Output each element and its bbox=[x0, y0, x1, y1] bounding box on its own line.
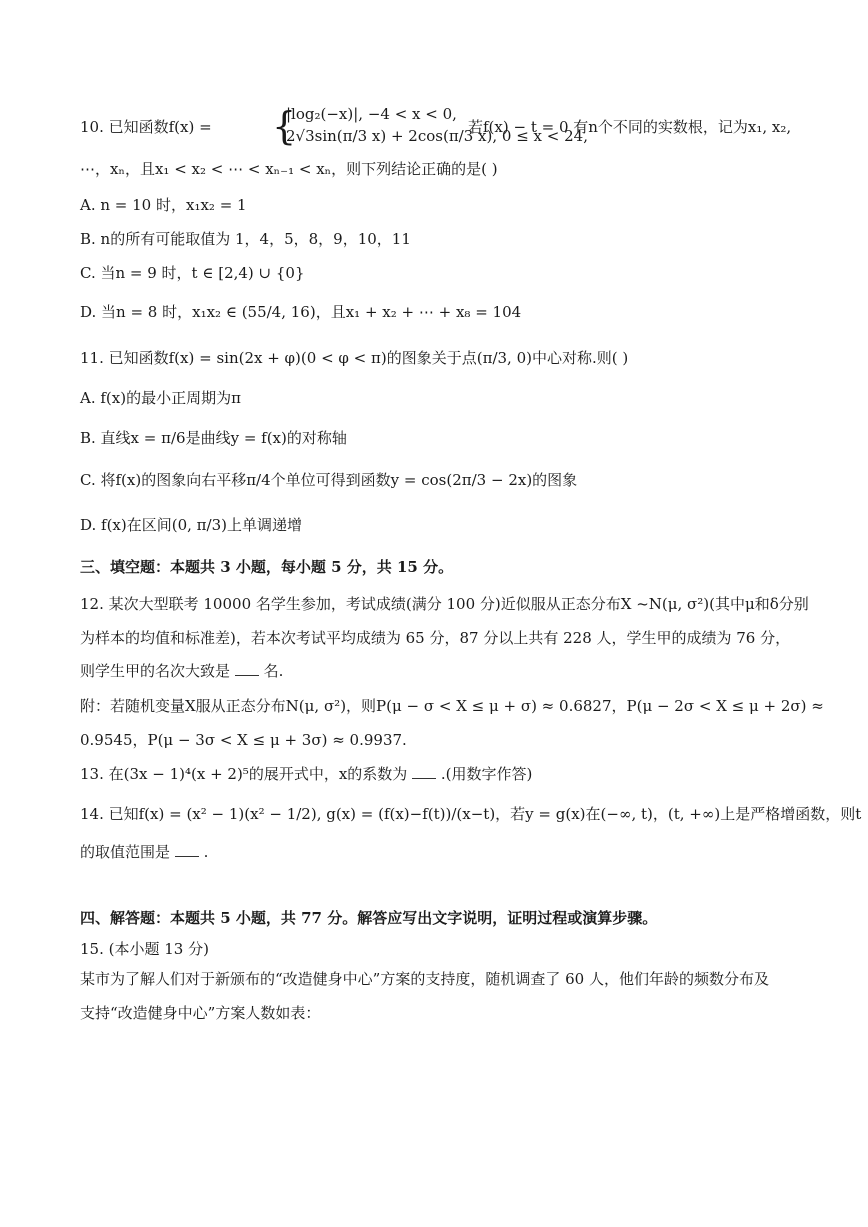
question-12-line-3 bbox=[80, 659, 828, 683]
question-10-option-a: A. n = 10 时，x₁x₂ = 1 bbox=[80, 196, 247, 214]
question-12-appendix-line-1: 附：若随机变量X服从正态分布N(μ, σ²)，则P(μ − σ < X ≤ μ + σ) ≈ 0.6827，P(μ − 2σ < X ≤ μ + 2σ) ≈ bbox=[80, 697, 824, 715]
question-13-end: .(用数字作答) bbox=[440, 765, 533, 783]
question-12-line-2: 为样本的均值和标准差)，若本次考试平均成绩为 65 分，87 分以上共有 228 人，学生甲的成绩为 76 分， bbox=[80, 629, 791, 647]
question-14-line-2-text: 的取值范围是 bbox=[80, 843, 171, 861]
question-15-header: 15. (本小题 13 分) bbox=[80, 940, 209, 958]
question-10-stem bbox=[80, 104, 840, 148]
question-11-option-d: D. f(x)在区间(0, π/3)上单调递增 bbox=[80, 516, 302, 534]
question-12-line-1: 12. 某次大型联考 10000 名学生参加，考试成绩(满分 100 分)近似服从正态分布X ~N(μ, σ²)(其中μ和δ分别 bbox=[80, 595, 809, 613]
question-12-appendix-line-2: 0.9545，P(μ − 3σ < X ≤ μ + 3σ) ≈ 0.9937. bbox=[80, 731, 407, 749]
section-3-heading: 三、填空题：本题共 3 小题，每小题 5 分，共 15 分。 bbox=[80, 558, 454, 576]
question-14-answer-blank[interactable] bbox=[175, 840, 199, 857]
question-12-line-3-text: 则学生甲的名次大致是 bbox=[80, 662, 231, 680]
question-10-stem-line-2: ⋯，xₙ，且x₁ < x₂ < ⋯ < xₙ₋₁ < xₙ，则下列结论正确的是( ) bbox=[80, 160, 498, 178]
question-10-number: 10. 已知函数f(x) = bbox=[80, 118, 212, 136]
question-12-line-3-end: 名. bbox=[263, 662, 284, 680]
question-15-line-2: 支持“改造健身中心”方案人数如表： bbox=[80, 1004, 321, 1022]
question-11-option-c: C. 将f(x)的图象向右平移π/4个单位可得到函数y = cos(2π/3 − 2x)的图象 bbox=[80, 471, 578, 489]
question-13-text: 13. 在(3x − 1)⁴(x + 2)⁵的展开式中，x的系数为 bbox=[80, 765, 408, 783]
question-14-line-2-end: . bbox=[203, 843, 209, 861]
question-11-stem: 11. 已知函数f(x) = sin(2x + φ)(0 < φ < π)的图象关于点(π/3, 0)中心对称.则( ) bbox=[80, 349, 629, 367]
question-10-tail: 若f(x) − t = 0 有n个不同的实数根，记为x₁, x₂, bbox=[468, 118, 792, 136]
question-10-option-b: B. n的所有可能取值为 1，4，5，8，9，10，11 bbox=[80, 230, 411, 248]
piecewise-brace-icon: { bbox=[272, 104, 297, 148]
question-15-line-1: 某市为了解人们对于新颁布的“改造健身中心”方案的支持度，随机调查了 60 人，他们年龄的频数分布及 bbox=[80, 970, 769, 988]
question-11-option-b: B. 直线x = π/6是曲线y = f(x)的对称轴 bbox=[80, 429, 347, 447]
piecewise-case-1: |log₂(−x)|, −4 < x < 0, bbox=[286, 105, 457, 123]
question-10-option-c: C. 当n = 9 时，t ∈ [2,4) ∪ {0} bbox=[80, 264, 305, 282]
question-14-line-2 bbox=[80, 840, 828, 864]
question-12-answer-blank[interactable] bbox=[235, 659, 259, 676]
question-13-answer-blank[interactable] bbox=[412, 762, 436, 779]
question-13 bbox=[80, 762, 828, 786]
question-10-option-d: D. 当n = 8 时，x₁x₂ ∈ (55/4, 16)，且x₁ + x₂ + ⋯ + x₈ = 104 bbox=[80, 303, 522, 321]
question-11-option-a: A. f(x)的最小正周期为π bbox=[80, 389, 241, 407]
question-14-line-1: 14. 已知f(x) = (x² − 1)(x² − 1/2), g(x) = (f(x)−f(t))/(x−t)，若y = g(x)在(−∞, t)，(t, +∞)上是严格增函数，则t bbox=[80, 805, 862, 823]
section-4-heading: 四、解答题：本题共 5 小题，共 77 分。解答应写出文字说明，证明过程或演算步骤。 bbox=[80, 909, 658, 927]
piecewise-case-2: 2√3sin(π/3 x) + 2cos(π/3 x), 0 ≤ x < 24, bbox=[286, 127, 588, 145]
